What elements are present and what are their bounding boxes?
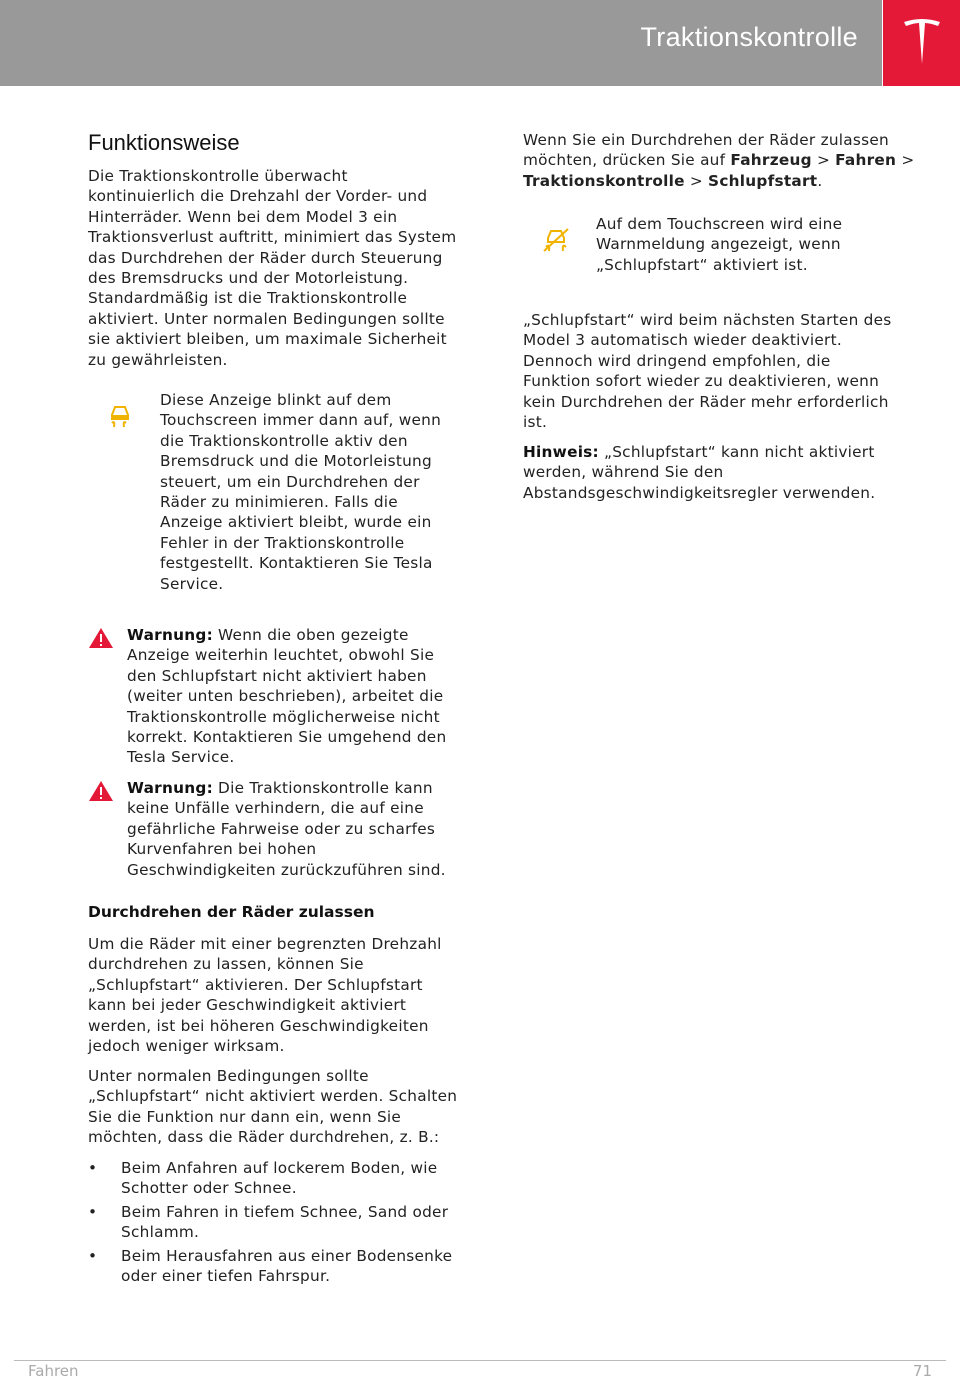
text-line: Tesla Service. [127, 748, 235, 767]
text-line: Standardmäßig ist die Traktionskontrolle [88, 289, 408, 308]
text-line: korrekt. Kontaktieren Sie umgehend den [127, 728, 447, 747]
text-line: „Schlupfstart“ aktiviert ist. [596, 255, 808, 274]
text-line: „Schlupfstart“ aktivieren. Der Schlupfstart [88, 975, 423, 994]
text-line: werden, während Sie den [523, 463, 724, 482]
text-line: Beim Herausfahren aus einer Bodensenke [121, 1247, 453, 1265]
text-span: „Schlupfstart“ kann nicht aktiviert [598, 443, 875, 461]
text-line: „Schlupfstart“ wird beim nächsten Starten des [523, 311, 892, 329]
text-line: Geschwindigkeiten zurückzuführen sind. [127, 860, 446, 879]
list-item [88, 1246, 483, 1288]
menu-item-fahrzeug: Fahrzeug [730, 151, 812, 170]
logo-box [883, 0, 960, 86]
text-line: oder einer tiefen Fahrspur. [121, 1267, 331, 1286]
text-line: den Schlupfstart nicht aktiviert haben [127, 666, 427, 685]
traction-control-icon [106, 402, 134, 430]
text-line: sie aktiviert bleiben, um maximale Sicherheit [88, 330, 447, 349]
warning-label: Warnung: [127, 779, 213, 797]
text-line: Unter normalen Bedingungen sollte [88, 1067, 369, 1085]
text-span: Die Traktionskontrolle kann [212, 779, 433, 797]
text-line: Räder zu minimieren. Falls die [160, 493, 398, 512]
menu-separator: > [684, 171, 709, 190]
text-line: möchten, dass die Räder durchdrehen, z. B.: [88, 1128, 440, 1147]
warning-label: Warnung: [127, 626, 213, 644]
text-line: Fehler in der Traktionskontrolle [160, 533, 405, 552]
text-line: Anzeige weiterhin leuchtet, obwohl Sie [127, 646, 435, 665]
page-number: 71 [912, 1362, 932, 1380]
list-item [88, 1202, 483, 1244]
text-line: Traktionsverlust auftritt, minimiert das System [88, 228, 457, 247]
text-line: Schotter oder Schnee. [121, 1179, 297, 1198]
text-line: Die Traktionskontrolle überwacht [88, 167, 348, 185]
list-item-text [121, 1158, 481, 1199]
text-line: durchdrehen zu lassen, können Sie [88, 955, 364, 974]
note-label: Hinweis: [523, 443, 599, 461]
text-line: Beim Anfahren auf lockerem Boden, wie [121, 1159, 438, 1177]
text-span: . [817, 171, 823, 190]
text-line: Dennoch wird dringend empfohlen, die [523, 351, 831, 370]
menu-item-schlupfstart: Schlupfstart [708, 171, 818, 190]
menu-separator: > [811, 151, 836, 170]
text-line: Traktionskontrolle möglicherweise nicht [127, 707, 440, 726]
text-span: Wenn die oben gezeigte [212, 626, 409, 644]
intro-paragraph [88, 166, 483, 370]
text-line: „Schlupfstart“ nicht aktiviert werden. Schalten [88, 1087, 458, 1106]
text-line: Diese Anzeige blinkt auf dem [160, 391, 392, 409]
bullet-dot: • [88, 1203, 98, 1221]
footer-section: Fahren [28, 1362, 79, 1380]
text-line: Wenn Sie ein Durchdrehen der Räder zulassen [523, 131, 889, 149]
menu-separator: > [896, 151, 915, 170]
note-paragraph [523, 442, 923, 503]
menu-item-traktionskontrolle: Traktionskontrolle [523, 171, 685, 190]
list-item-text [121, 1246, 481, 1287]
text-line: kontinuierlich die Drehzahl der Vorder- und [88, 187, 428, 206]
text-line: ist. [523, 413, 548, 432]
text-line: Anzeige aktiviert bleibt, wurde ein [160, 513, 432, 532]
text-line [127, 625, 482, 645]
text-line: festgestellt. Kontaktieren Sie Tesla [160, 554, 433, 573]
text-line: Service. [160, 574, 224, 593]
text-line [523, 442, 923, 462]
footer-divider [14, 1360, 946, 1361]
text-line: die Traktionskontrolle aktiv den [160, 431, 408, 450]
text-line: Kurvenfahren bei hohen [127, 840, 317, 859]
text-line [523, 171, 923, 191]
menu-item-fahren: Fahren [835, 151, 897, 170]
indicator-note [596, 214, 916, 275]
text-line [523, 150, 923, 170]
text-line: Touchscreen immer dann auf, wenn [160, 411, 442, 430]
text-line: keine Unfälle verhindern, die auf eine [127, 799, 424, 818]
warning-1 [127, 625, 482, 768]
tesla-logo-icon [902, 16, 942, 68]
text-line: Abstandsgeschwindigkeitsregler verwenden. [523, 483, 876, 502]
indicator-note [160, 390, 480, 594]
text-line: Bremsdruck und die Motorleistung [160, 452, 432, 471]
bullet-dot: • [88, 1247, 98, 1265]
text-line: Um die Räder mit einer begrenzten Drehzahl [88, 935, 442, 953]
warning-icon [88, 627, 114, 649]
text-line: werden, ist bei höheren Geschwindigkeiten [88, 1016, 429, 1035]
list-item [88, 1158, 483, 1200]
paragraph [523, 310, 923, 432]
list-item-text [121, 1202, 481, 1243]
text-line: kann bei jeder Geschwindigkeit aktiviert [88, 996, 407, 1015]
paragraph [88, 934, 483, 1056]
section-title: Funktionsweise [88, 130, 240, 155]
text-line: Funktion sofort wieder zu deaktivieren, wenn [523, 372, 880, 391]
page-title: Traktionskontrolle [640, 22, 858, 52]
text-line: Hinterräder. Wenn bei dem Model 3 ein [88, 207, 398, 226]
text-line [127, 778, 482, 798]
text-line: des Bremsdrucks und der Motorleistung. [88, 269, 409, 288]
text-line: zu gewährleisten. [88, 350, 228, 369]
subsection-title: Durchdrehen der Räder zulassen [88, 903, 375, 921]
text-line: Auf dem Touchscreen wird eine [596, 215, 843, 233]
text-line: gefährliche Fahrweise oder zu scharfes [127, 819, 436, 838]
menu-path-paragraph [523, 130, 923, 191]
text-line: das Durchdrehen der Räder durch Steuerung [88, 248, 443, 267]
bullet-dot: • [88, 1159, 98, 1177]
text-line: Warnmeldung angezeigt, wenn [596, 235, 841, 254]
text-line: steuert, um ein Durchdrehen der [160, 472, 420, 491]
text-line: kein Durchdrehen der Räder mehr erforderlich [523, 392, 889, 411]
text-line: Model 3 automatisch wieder deaktiviert. [523, 331, 842, 350]
text-line: Schlamm. [121, 1223, 200, 1242]
paragraph [88, 1066, 483, 1148]
text-line: aktiviert. Unter normalen Bedingungen sollte [88, 309, 445, 328]
warning-icon [88, 780, 114, 802]
text-line: Beim Fahren in tiefem Schnee, Sand oder [121, 1203, 449, 1221]
slip-start-icon [540, 226, 572, 254]
text-line: Sie die Funktion nur dann ein, wenn Sie [88, 1107, 402, 1126]
text-span: möchten, drücken Sie auf [523, 151, 731, 170]
warning-2 [127, 778, 482, 880]
text-line: jedoch weniger wirksam. [88, 1037, 285, 1056]
text-line: (weiter unten beschrieben), arbeitet die [127, 687, 444, 706]
